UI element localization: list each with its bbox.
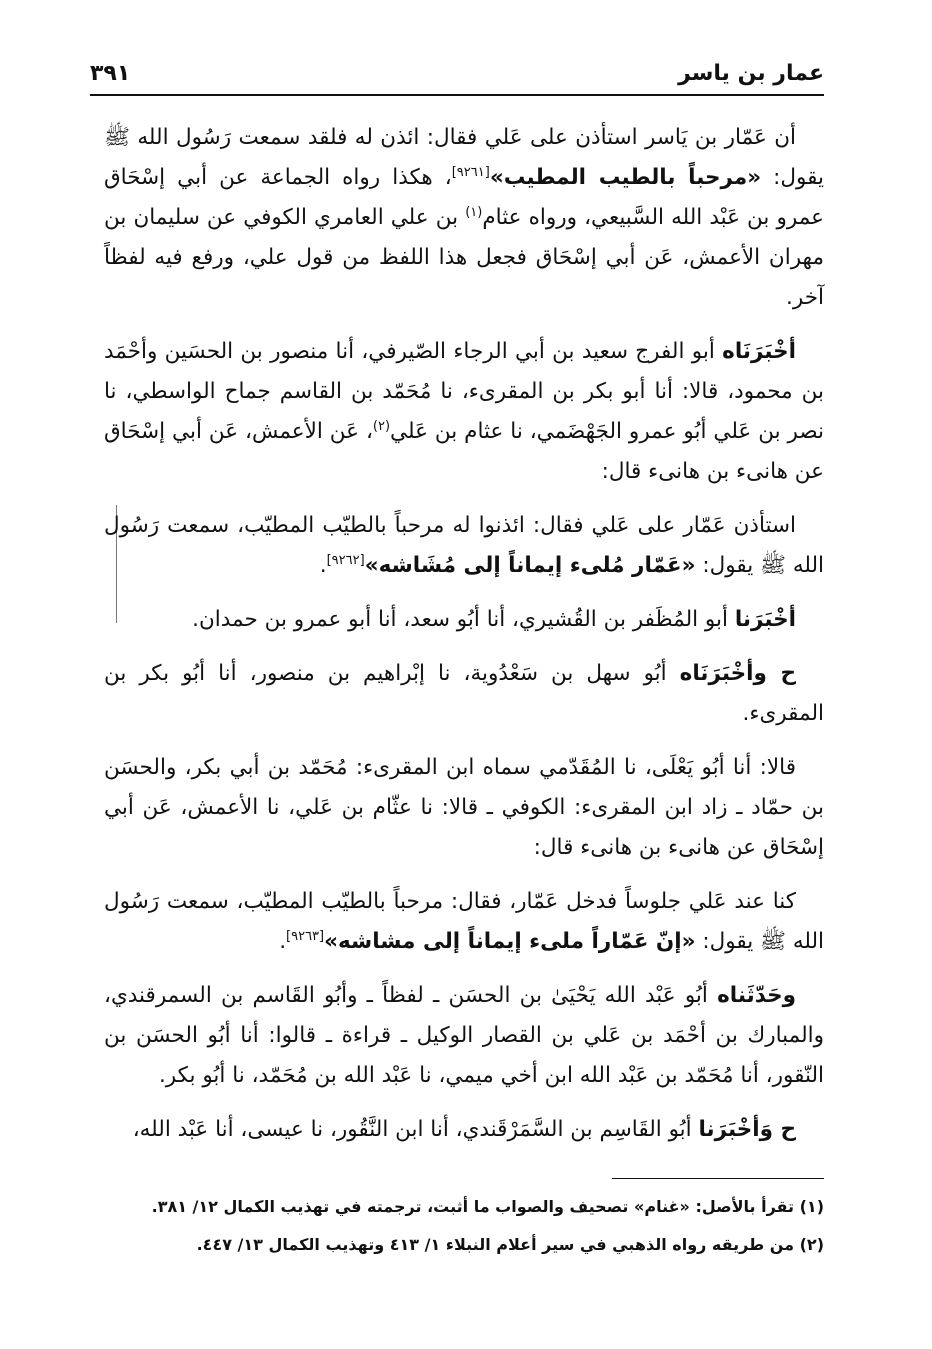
paragraph: وحَدّثَناه أبُو عَبْد الله يَحْيَىٰ بن الحسَن ـ لفظاً ـ وأبُو القَاسم بن السمرقندي، والمبارك بن أحْمَد بن عَلي بن القصار الوكيل ـ قراءة ـ قالوا: أنا أبُو الحسَن بن النّقور، أنا مُحَمّد بن عَبْد الله ابن أخي ميمي، نا عَبْد الله بن مُحَمّد، نا أبُو بكر.	[104, 983, 824, 1088]
hadith-number: [٩٢٦٣]	[286, 928, 325, 944]
paragraph: كنا عند عَلي جلوساً فدخل عَمّار، فقال: مرحباً بالطيّب المطيّب، سمعت رَسُول الله ﷺ يقول: «إنّ عَمّاراً ملىء إيماناً إلى مشاشه»[٩٢٦٣].	[104, 889, 824, 954]
page-header	[90, 52, 824, 96]
page-number: ٣٩١	[90, 60, 131, 86]
narration-keyword: أخْبَرَنَاه	[722, 339, 796, 364]
hadith-number: [٩٢٦٢]	[326, 552, 365, 568]
paragraph: استأذن عَمّار على عَلي فقال: ائذنوا له مرحباً بالطيّب المطيّب، سمعت رَسُول الله ﷺ يقول: «عَمّار مُلىء إيماناً إلى مُشَاشه»[٩٢٦٢].	[104, 513, 824, 578]
running-title: عمار بن ياسر	[678, 60, 824, 86]
narration-keyword: وحَدّثَناه	[717, 983, 796, 1008]
paragraph: قالا: أنا أبُو يَعْلَى، نا المُقَدّمي سماه ابن المقرىء: مُحَمّد بن أبي بكر، والحسَن بن حمّاد ـ زاد ابن المقرىء: الكوفي ـ قالا: نا عثّام بن عَلي، نا الأعمش، عَن أبي إسْحَاق عن هانىء بن هانىء قال:	[104, 755, 824, 860]
footnote-ref: (١)	[465, 204, 483, 220]
footnote-divider	[612, 1178, 824, 1179]
paragraph: ح وَأخْبَرَنا أبُو القَاسِم بن السَّمَرْقَندي، أنا ابن النَّقُور، نا عيسى، أنا عَبْد الله،	[132, 1117, 796, 1142]
footnote-ref: (٢)	[372, 418, 391, 434]
footnotes	[104, 1188, 824, 1264]
hadith-quote: «مرحباً بالطيب المطيب»	[489, 165, 762, 190]
narration-keyword: ح وأخْبَرَنَاه	[679, 661, 797, 686]
main-text	[104, 118, 824, 1164]
footnote-2: (٢) من طريقه رواه الذهبي في سير أعلام النبلاء ١/ ٤١٣ وتهذيب الكمال ١٣/ ٤٤٧.	[196, 1235, 824, 1254]
paragraph: أخْبَرَنَاه أبو الفرج سعيد بن أبي الرجاء الصّيرفي، أنا منصور بن الحسَين وأحْمَد بن محمود، قالا: أنا أبو بكر بن المقرىء، نا مُحَمّد بن القاسم جماح الواسطي، نا نصر بن عَلي أبُو عمرو الجَهْضَمي، نا عثام بن عَلي$^{(٢)}$، عَن الأعمش، عَن أبي إسْحَاق عن هانىء بن هانىء قال:	[104, 339, 824, 484]
narration-keyword: أخْبَرَنا	[734, 607, 796, 632]
narration-keyword: ح وَأخْبَرَنا	[698, 1117, 796, 1142]
hadith-number: [٩٢٦١]	[451, 164, 490, 180]
paragraph: أخْبَرَنا أبو المُظَفر بن القُشيري، أنا أبُو سعد، أنا أبو عمرو بن حمدان.	[192, 607, 796, 632]
footnote-1: (١) تقرأ بالأصل: «غنام» تصحيف والصواب ما أثبت، ترجمته في تهذيب الكمال ١٢/ ٣٨١.	[151, 1197, 824, 1216]
paragraph: ح وأخْبَرَنَاه أبُو سهل بن سَعْدُوية، نا إبْراهيم بن منصور، أنا أبُو بكر بن المقرىء.	[104, 661, 824, 726]
paragraph: أن عَمّار بن يَاسر استأذن على عَلي فقال: ائذن له فلقد سمعت رَسُول الله ﷺ يقول: «مرحباً بالطيب المطيب»[٩٢٦١]، هكذا رواه الجماعة عن أبي إسْحَاق عمرو بن عَبْد الله السَّبيعي، ورواه عثام$^{(١)}$ بن علي العامري الكوفي عن سليمان بن مهران الأعمش، عَن أبي إسْحَاق فجعل هذا اللفظ من قول علي، ورفع فيه لفظاً آخر.	[104, 125, 824, 310]
hadith-quote: «إنّ عَمّاراً ملىء إيماناً إلى مشاشه»	[324, 929, 696, 954]
hadith-quote: «عَمّار مُلىء إيماناً إلى مُشَاشه»	[364, 553, 696, 578]
